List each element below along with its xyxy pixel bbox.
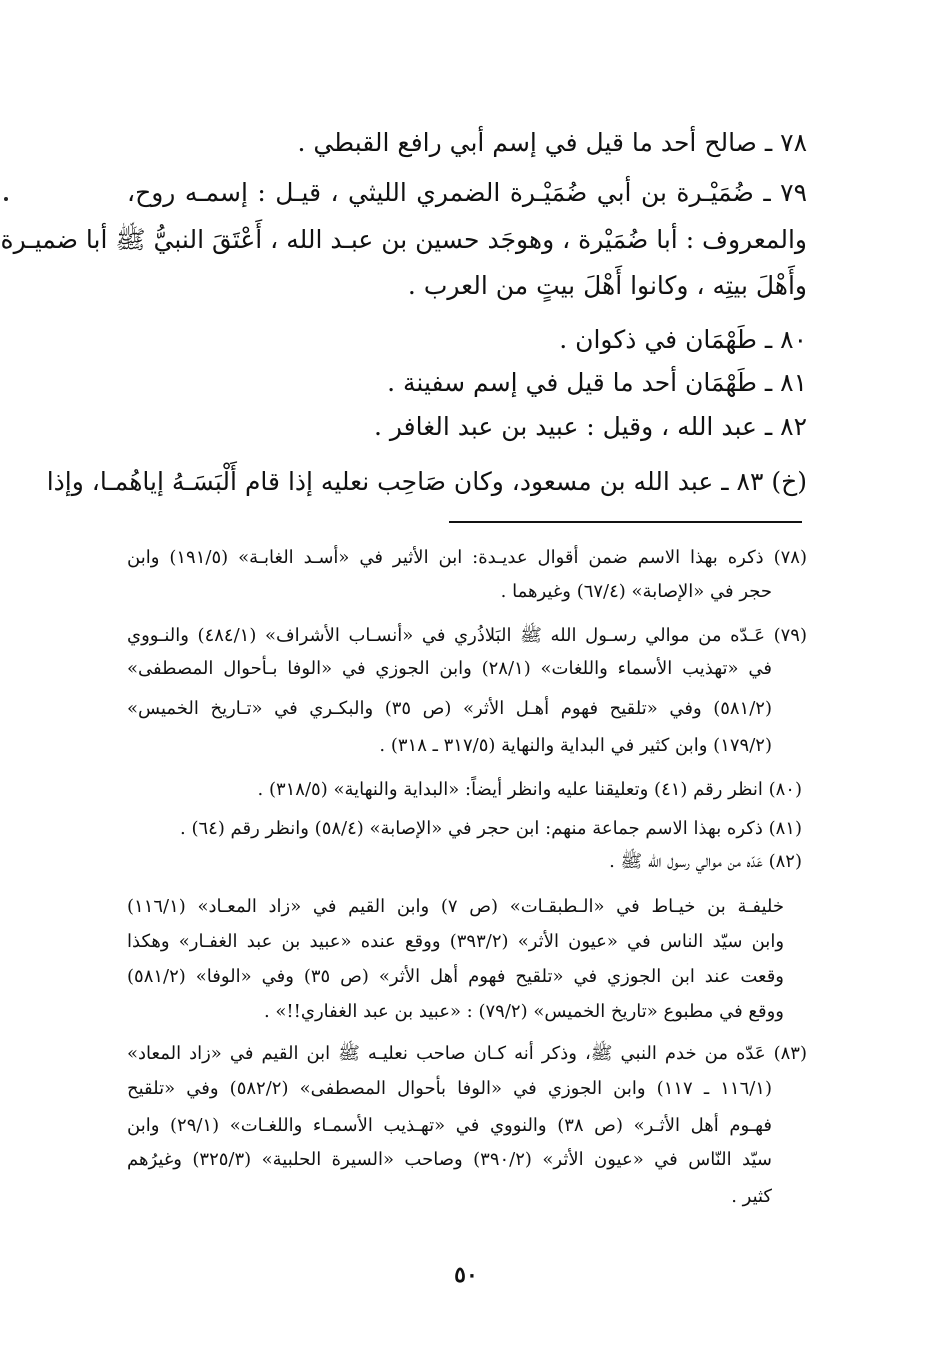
footnote-83-line-1: (٨٣) عَدّه من خدم النبي ﷺ، وذكر أنه كـان صاحب نعليـه ﷺ ابن القيم في «زاد المعاد» — [127, 1043, 807, 1064]
entry-83: (خ) ٨٣ ـ عبد الله بن مسعود، وكان صَاحِب نعليه إذا قام أَلْبَسَـهُ إياهُمـا، وإذا — [46, 467, 807, 496]
footnote-83-line-2: (١١٦/١ ـ ١١٧) وابن الجوزي في «الوفا بأحوال المصطفى» (٥٨٢/٢) وفي «تلقيح — [127, 1078, 773, 1099]
footnote-separator — [449, 521, 802, 523]
footnote-82-line-2: خليفـة بن خيـاط في «الـطبقـات» (ص ٧) وابن القيم في «زاد المعـاد» (١١٦/١) — [127, 896, 784, 917]
footnote-79-line-3: (٥٨١/٢) وفي «تلقيح فهوم أهـل الأثر» (ص ٣٥) والبكـري في «تـاريخ الخميس» — [127, 698, 772, 719]
footnote-78-line-1: (٧٨) ذكره بهذا الاسم ضمن أقوال عديـدة: ابن الأثير في «أسـد الغابـة» (١٩١/٥) وابن — [127, 547, 808, 568]
footnote-83-line-3: فهـوم أهل الأثـر» (ص ٣٨) والنووي في «تهـذيب الأسمـاء واللغـات» (٢٩/١) وابن — [127, 1115, 772, 1136]
footnote-79-line-1: (٧٩) عَـدّه من موالي رسـول الله ﷺ البَلاذُري في «أنسـاب الأشراف» (٤٨٤/١) والنـووي — [127, 625, 807, 646]
footnote-82-line-3: وابن سيّد الناس في «عيون الأثر» (٣٩٣/٢) ووقع عنده «عبيد بن عبد الغفـار» وهكذا — [127, 931, 785, 952]
entry-82: ٨٢ ـ عبد الله ، وقيل : عبيد بن عبد الغافر . — [373, 412, 807, 441]
footnote-83-line-4: سيّد النّاس في «عيون الأثر» (٣٩٠/٢) وصاحب «السيرة الحلبية» (٣٢٥/٣) وغيرُهم — [127, 1149, 773, 1170]
page-number: ٥٠ — [454, 1262, 478, 1288]
entry-81: ٨١ ـ طَهْمَان أحد ما قيل في إسم سفينة . — [387, 368, 807, 397]
entry-80: ٨٠ ـ طَهْمَان في ذكوان . — [559, 325, 807, 354]
footnote-81: (٨١) ذكره بهذا الاسم جماعة منهم: ابن حجر في «الإصابة» (٥٨/٤) وانظر رقم (٦٤) . — [180, 818, 802, 839]
entry-79-line-2: والمعروف : أبا ضُمَيْرة ، وهوجَد حسين بن عبـد الله ، أَعْتَقَ النبيُّ ﷺ أبا ضميـرة — [0, 225, 807, 254]
entry-78: ٧٨ ـ صالح أحد ما قيل في إسم أبي رافع القبطي . — [297, 128, 807, 157]
entry-79-line-3: وأَهْلَ بيتِه ، وكانوا أَهْلَ بيتٍ من العرب . — [407, 271, 807, 300]
scan-speck — [4, 197, 8, 201]
footnote-78-line-2: حجر في «الإصابة» (٦٧/٤) وغيرهما . — [500, 581, 772, 602]
footnote-82: (٨٢) عَدّه من موالي رسول الله ﷺ . — [609, 851, 802, 872]
footnote-83-line-5: كثير . — [731, 1186, 772, 1207]
footnote-82-line-5: ووقع في مطبوع «تاريخ الخميس» (٧٩/٢) : «عبيد بن عبد الغفاري!!» . — [263, 1001, 784, 1022]
footnote-80: (٨٠) انظر رقم (٤١) وتعليقنا عليه وانظر أيضاً: «البداية والنهاية» (٣١٨/٥) . — [257, 779, 802, 800]
footnote-79-line-4: (١٧٩/٢) وابن كثير في البداية والنهاية (٣١٧/٥ ـ ٣١٨) . — [379, 735, 772, 756]
entry-79-line-1: ٧٩ ـ ضُمَيْـرة بن أبي ضُمَيْـرة الضمري الليثي ، قيـل : إسمـه روح، — [127, 178, 807, 207]
footnote-79-line-2: في «تهذيب الأسماء واللغات» (٢٨/١) وابن الجوزي في «الوفا بـأحوال المصطفى» — [127, 658, 772, 679]
footnote-82-line-4: وقعت عند ابن الجوزي في «تلقيح فهوم أهل الأثر» (ص ٣٥) وفي «الوفا» (٥٨١/٢) — [127, 966, 784, 987]
